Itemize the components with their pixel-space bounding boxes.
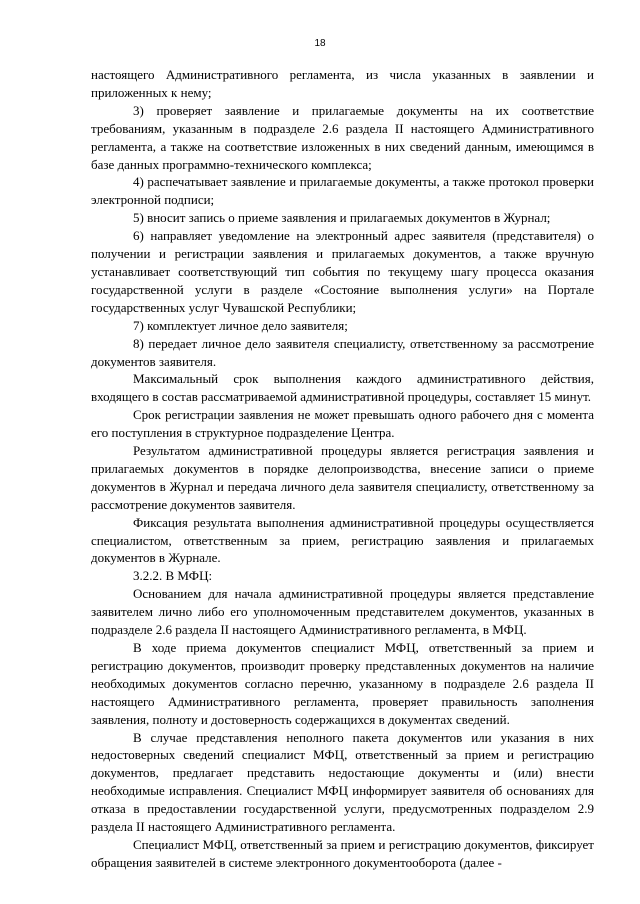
document-body [91, 66, 594, 872]
paragraph: настоящего Административного регламента, из числа указанных в заявлении и приложенных к нему; [91, 67, 594, 100]
paragraph: 5) вносит запись о приеме заявления и прилагаемых документов в Журнал; [133, 210, 551, 226]
paragraph: В ходе приема документов специалист МФЦ, ответственный за прием и регистрацию документов, производит проверку представленных документов на наличие необходимых документов согласно перечню, указанному в подразделе 2.6 раздела II настоящего Административного регламента, проверяет правильность заполнения заявления, полноту и достоверность содержащихся в документах сведений. [91, 640, 594, 727]
paragraph: Максимальный срок выполнения каждого административного действия, входящего в состав рассматриваемой административной процедуры, составляет 15 минут. [91, 371, 594, 405]
paragraph: Результатом административной процедуры является регистрация заявления и прилагаемых документов в порядке делопроизводства, внесение записи о приеме документов в Журнал и передача личного дела заявителя специалисту, ответственному за рассмотрение документов заявителя. [91, 443, 594, 512]
paragraph: 4) распечатывает заявление и прилагаемые документы, а также протокол проверки электронной подписи; [91, 174, 594, 208]
page-number: 18 [314, 38, 326, 49]
paragraph: В случае представления неполного пакета документов или указания в них недостоверных сведений специалист МФЦ, ответственный за прием и регистрацию документов, предлагает представить недостающие документы и (или) внести необходимые исправления. Специалист МФЦ информирует заявителя об основаниях для отказа в предоставлении государственной услуги, предусмотренных подразделом 2.9 раздела II настоящего Административного регламента. [91, 729, 594, 835]
paragraph: Фиксация результата выполнения административной процедуры осуществляется специалистом, ответственным за прием, регистрацию заявления и прилагаемых документов в Журнале. [91, 514, 594, 566]
paragraph: 8) передает личное дело заявителя специалисту, ответственному за рассмотрение документов заявителя. [91, 335, 594, 369]
paragraph: Специалист МФЦ, ответственный за прием и регистрацию документов, фиксирует обращения заявителей в системе электронного документооборота (далее - [91, 836, 594, 870]
paragraph: Срок регистрации заявления не может превышать одного рабочего дня с момента его поступления в структурное подразделение Центра. [91, 407, 594, 441]
paragraph: 3.2.2. В МФЦ: [133, 568, 213, 584]
paragraph: Основанием для начала административной процедуры является представление заявителем лично либо его уполномоченным представителем документов, указанных в подразделе 2.6 раздела II настоящего Административного регламента, в МФЦ. [91, 586, 594, 638]
paragraph: 3) проверяет заявление и прилагаемые документы на их соответствие требованиям, указанным в подразделе 2.6 раздела II настоящего Административного регламента, а также на соответствие изложенных в них сведений данным, имеющимся в базе данных программно-технического комплекса; [91, 102, 594, 172]
paragraph: 6) направляет уведомление на электронный адрес заявителя (представителя) о получении и регистрации заявления и прилагаемых документов, а также вручную устанавливает соответствующий тип события по текущему шагу процесса оказания государственной услуги в разделе «Состояние выполнения услуги» на Портале государственных услуг Чувашской Республики; [91, 228, 594, 315]
paragraph: 7) комплектует личное дело заявителя; [133, 317, 348, 333]
